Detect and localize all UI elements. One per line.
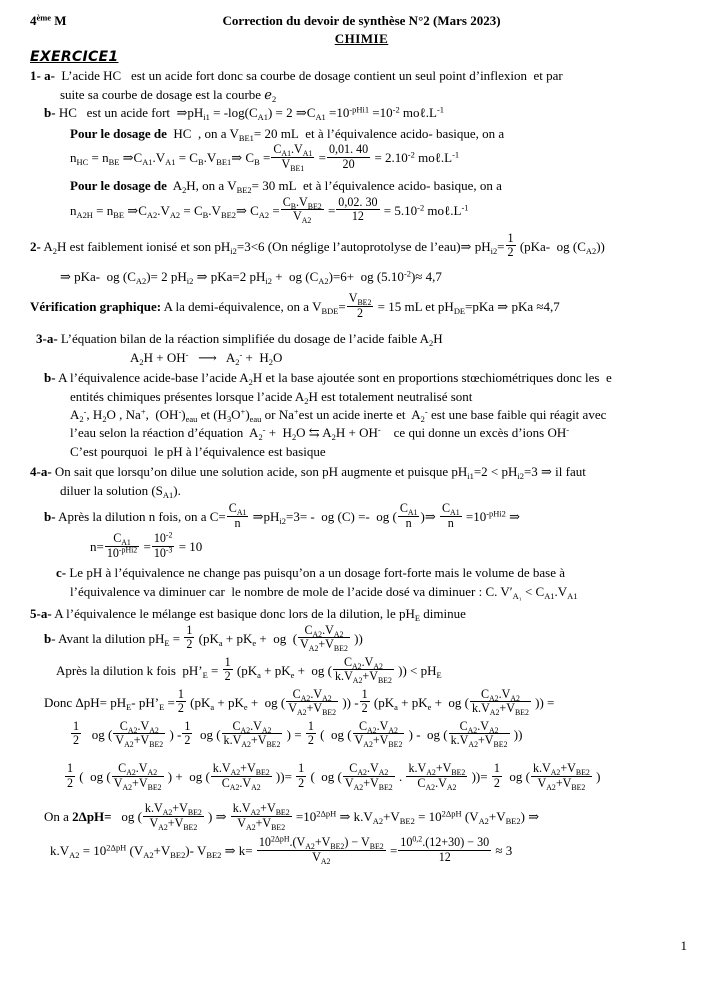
doc-line: $n_{HC} = n_{BE}$ $\Rightarrow C_{A1}.V_{A1}$ = $C_B.V_{BE1}\Rightarrow$ $C_B$ = $C_{A1}.V_{A1}$ $V_{BE1}$ = $\frac{0,01. 40}{20}$ = $2.10^{-2}$ $mo\ell.L^{-1}$: [70, 142, 460, 173]
doc-line: ⇒ pKa- og $(C_{A2})= 2$ $pH_{i2}$ ⇒ pKa=2 $pH_{i2}$ + og $(C_{A2})=6+$ og $(5.10^{-2})\approx 4,7$: [60, 268, 442, 286]
doc-line: 2- $A_2H$ est faiblement ionisé et son $pH_{i2}=3<6$ (On néglige l’autoprotolyse de l’eau)⇒ $pH_{i2}=$ $\frac{1}{2}$ (pKa- og $(C_{A2})$): [30, 230, 605, 260]
doc-line: n= $C_{A1}$ $10^{-pHi2}$ = $\frac{10^{-2}}{10^{-3}}$ = 10: [90, 530, 203, 560]
doc-line: $\frac{1}{2}$ ( og ( $C_{A2}.V_{A2}$ $V_{A2}+V_{BE2}$ ) + og ( $k.V_{A2}+V_{BE2}$ $C_{A2}.V_{A2}$ ))= $\frac{1}{2}$ ( og ( $C_{A2}.V_{A2}$ $V_{A2}+V_{BE2}$ . $k.V_{A2}+V_{BE2}$ $C_{A2}.V_{A2}$ ))= $\frac{1}{2}$ og ( $k.V_{A2}+V_{BE2}$ $V_{A2}+V_{BE2}$ ): [67, 760, 601, 792]
doc-line: 4-a- On sait que lorsqu’on dilue une solution acide, son pH augmente et puisque $pH_{i1}=2 < pH_{i2}=3$ ⇒ il faut: [30, 464, 586, 482]
doc-line: b- Avant la dilution $pH_E$ = $\frac{1}{2}$ ($pK_a + pK_e$ + og ( $C_{A2}.V_{A2}$ $V_{A2}+V_{BE2}$ )): [44, 622, 363, 653]
class-label: 4ème M: [30, 12, 67, 28]
doc-line: b- A l’équivalence acide-base l’acide $A_2H$ et la base ajoutée sont en proportions stœchiométriques donc les e: [44, 370, 612, 388]
doc-line: Vérification graphique: A la demi-équivalence, on a $V_{BDE}=$ $V_{BE2}$ 2 = 15 mL et $pH_{DE}=pKa$ ⇒ pKa ≈4,7: [30, 291, 560, 320]
doc-line: $n_{A2H} = n_{BE}$ $\Rightarrow C_{A2}.V_{A2}$ = $C_B.V_{BE2}\Rightarrow$ $C_{A2}$ = $C_B.V_{BE2}$ $V_{A2}$ = $\frac{0,02. 30}{12}$ = $5.10^{-2}$ $mo\ell.L^{-1}$: [70, 194, 469, 225]
doc-line: 3-a- L’équation bilan de la réaction simplifiée du dosage de l’acide faible $A_2H$: [36, 331, 443, 349]
doc-line: On a 2ΔpH= og ( $k.V_{A2}+V_{BE2}$ $V_{A2}+V_{BE2}$ ) ⇒ $k.V_{A2}+V_{BE2}$ $V_{A2}+V_{BE2}$ $=10^{2\Delta pH}$ ⇒ $k.V_{A2}+V_{BE2} = 10^{2\Delta pH}$ $(V_{A2}+V_{BE2})$ ⇒: [44, 801, 540, 832]
document-body: [30, 67, 693, 866]
page-title: Correction du devoir de synthèse N°2 (Mars 2023): [222, 13, 501, 28]
doc-line: Pour le dosage de $A_2H$, on a $V_{BE2}= 30$ mL et à l’équivalence acido- basique, on a: [70, 178, 502, 196]
page-number: 1: [680, 938, 687, 953]
doc-line: Après la dilution k fois $pH’_E$ = $\frac{1}{2}$ ($pK_a + pK_e$ + og ( $C_{A2}.V_{A2}$ $k.V_{A2}+V_{BE2}$ )) < $pH_E$: [56, 654, 442, 686]
doc-line: Donc $\Delta pH= pH_E-$ $pH’_E$ = $\frac{1}{2}$ ($pK_a + pK_e$ + og ( $C_{A2}.V_{A2}$ $V_{A2}+V_{BE2}$ )) - $\frac{1}{2}$ ($pK_a + pK_e$ + og ( $C_{A2}.V_{A2}$ $k.V_{A2}+V_{BE2}$ )) =: [44, 686, 555, 718]
doc-line: suite sa courbe de dosage est la courbe ℯ$_2$: [60, 86, 277, 104]
exercise-title: EXERCICE1: [30, 49, 119, 66]
doc-line: $A_2H + OH^-$ ⟶ $A_2^- + H_2O$: [130, 348, 283, 367]
doc-line: entités chimiques présentes lorsque l’acide $A_2H$ est totalement neutralisé sont: [70, 388, 473, 406]
doc-line: 1- a- L’acide HC est un acide fort donc sa courbe de dosage contient un seul point d’inflexion et par: [30, 68, 563, 84]
subject-heading: [30, 31, 693, 47]
doc-line: diluer la solution $(S_{A1})$.: [60, 482, 181, 500]
doc-line: Pour le dosage de HC , on a $V_{BE1}= 20$ mL et à l’équivalence acido- basique, on a: [70, 125, 505, 143]
doc-line: $A_2^-$, $H_2O$ , Na+, $(OH^-)_{eau}$ et $(H_3O^+)_{eau}$ or Na+est un acide inerte et $A_2^-$ est une base faible qui réagit avec: [70, 406, 607, 424]
doc-line: 5-a- A l’équivalence le mélange est basique donc lors de la dilution, le $pH_E$ diminue: [30, 606, 466, 624]
subject-title: CHIMIE: [334, 31, 389, 47]
doc-line: C’est pourquoi le pH à l’équivalence est basique: [70, 443, 326, 459]
doc-line: c- Le pH à l’équivalence ne change pas puisqu’on a un dosage fort-forte mais le volume de base à: [56, 565, 565, 581]
doc-line: b- Après la dilution n fois, on a C= $\frac{C_{A1}}{n}$ $\Rightarrow pH_{i2}=3=$ - og (C) =- og ( $\frac{C_{A1}}{n}$ )⇒ $\frac{C_{A1}}{n}$ $=10^{-pHi2}$ ⇒: [44, 501, 521, 530]
page-header: [30, 12, 693, 30]
doc-line: $\frac{1}{2}$ og ( $C_{A2}.V_{A2}$ $V_{A2}+V_{BE2}$ ) - $\frac{1}{2}$ og ( $C_{A2}.V_{A2}$ $k.V_{A2}+V_{BE2}$ ) = $\frac{1}{2}$ ( og ( $C_{A2}.V_{A2}$ $V_{A2}+V_{BE2}$ ) - og ( $C_{A2}.V_{A2}$ $k.V_{A2}+V_{BE2}$ )): [73, 718, 523, 750]
doc-line: b- HC est un acide fort $\Rightarrow pH_{i1} = -\log(C_{A1}) = 2$ $\Rightarrow C_{A1} =10^{-pHi1} =10^{-2}$ $mo\ell.L^{-1}$: [44, 104, 444, 123]
doc-line: l’eau selon la réaction d’équation $A_2^- + H_2O$ ⇆ $A_2H + OH^-$ ce qui donne un excès d’ions OH-: [70, 424, 570, 443]
doc-line: l’équivalence va diminuer car le nombre de mole de l’acide dosé va diminuer : C. $V'_{A_1} < C_{A1}.V_{A1}$: [70, 583, 578, 601]
doc-line: $k.V_{A2} = 10^{2\Delta pH}$ $(V_{A2}+V_{BE2})-$ $V_{BE2}$ ⇒ k= $10^{2\Delta pH}.(V_{A2}+V_{BE2}) - V_{BE2}$ $V_{A2}$ = $\frac{10^{0,2}.(12+30) - 30}{12}$ ≈ 3: [50, 834, 513, 866]
